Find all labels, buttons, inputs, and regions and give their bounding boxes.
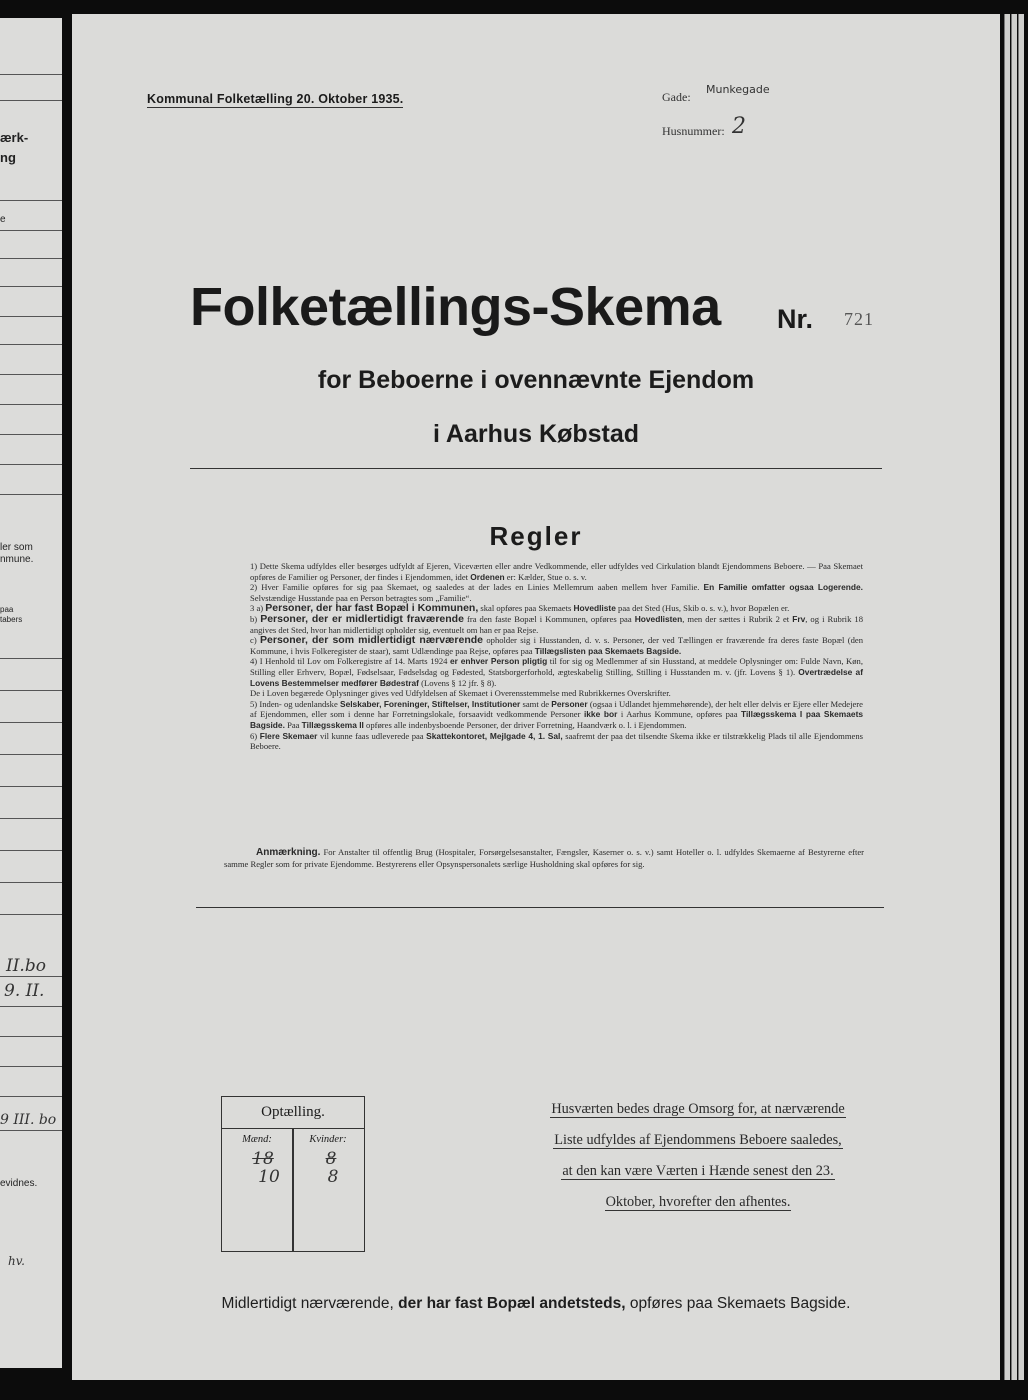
rule-1: 1) Dette Skema udfyldes eller besørges udfyldt af Ejeren, Viceværten eller andre Vedkommende, eller udfyldes ved Cirkulation blandt Ejendommens Beboere. — Paa Skemaet opføres de Familier og Personer, der findes i Ejendommen, idet Ordenen er: Kælder, Stue o. s. v. [250,561,863,582]
page-edge [1011,14,1017,1380]
men-label: Mænd: [242,1134,272,1145]
rule-2: 2) Hver Familie opføres for sig paa Skemaet, og saaledes at der lades en Linies Mellemrum aaben mellem hver Familie. En Familie omfatter ogsaa Logerende. Selvstændige Husstande paa en Person betragtes som „Familie“. [250,582,863,603]
left-page-fragment: evidnes. [0,1178,38,1189]
men-count: 10 [258,1167,280,1187]
left-page-rule [0,658,62,659]
landlord-notice [512,1097,884,1221]
notice-line: Liste udfyldes af Ejendommens Beboere saaledes, [554,1132,842,1148]
left-page-rule [0,1036,62,1037]
rule-4b: De i Loven begærede Oplysninger gives ved Udfyldelsen af Skemaet i Overensstemmelse med Rubrikkernes Overskrifter. [250,688,671,699]
left-page-rule [0,230,62,231]
left-page-rule [0,754,62,755]
left-page-rule [0,464,62,465]
left-page-rule [0,914,62,915]
rule-5: 5) Inden- og udenlandske Selskaber, Foreninger, Stiftelser, Institutioner samt de Personer (ogsaa i Udlandet hjemmehørende), der helt eller delvis er Ejere eller Medejere af Ejendommen, eller som i denne har Forretningslokale, forsaavidt vedkommende Personer ikke bor i Aarhus Kommune, opføres paa Tillægsskema I paa Skemaets Bagside. Paa Tillægsskema II opføres alle indenbysboende Personer, der driver Forretning, Haandværk o. l. i Ejendommen. [250,698,864,730]
left-page-rule [0,344,62,345]
notice-line: Oktober, hvorefter den afhentes. [605,1194,791,1210]
notice-line: Husværten bedes drage Omsorg for, at nærværende [551,1101,845,1117]
left-page-rule [0,200,62,201]
left-page-fragment: ærk- [0,130,29,145]
left-page-rule [0,850,62,851]
house-number-label: Husnummer: [662,124,725,138]
left-page-rule [0,286,62,287]
left-page-rule [0,74,62,75]
left-page-rule [0,690,62,691]
annotation-note [224,847,864,870]
rules-heading: Regler [489,521,583,551]
count-column-divider [292,1128,294,1251]
left-page-handwriting: hv. [8,1254,25,1268]
left-page-rule [0,374,62,375]
page-edge [1018,14,1024,1380]
left-page-rule [0,434,62,435]
left-page-rule [0,1006,62,1007]
annotation-text: For Anstalter til offentlig Brug (Hospitaler, Forsørgelsesanstalter, Fængsler, Kaserner o. s. v.) samt Hoteller o. l. udfyldes Skemaerne af Bestyrerne efter samme Regler som for private Ejendomme. Bestyrerens eller Opsynspersonalets særlige Husholdning skal opføres for sig. [224,847,865,869]
left-page-handwriting: 9. II. [4,981,45,1001]
left-page-rule [0,404,62,405]
left-page-fragment: paa [0,605,14,614]
rule-3c: c) Personer, der som midlertidigt nærværende opholder sig i Husstanden, d. v. s. Personer, der ved Tællingen er fraværende fra deres faste Bopæl (den Kommune, i hvis Folkeregister de staar), samt Udlændinge paa Rejse, opføres paa Tillægslisten paa Skemaets Bagside. [250,634,863,656]
women-count: 8 [327,1167,339,1187]
left-page-rule [0,722,62,723]
form-number-value: 721 [844,309,874,329]
left-page-rule [0,786,62,787]
divider [196,907,884,908]
page-edge [1004,14,1010,1380]
form-subtitle: i Aarhus Købstad [432,420,640,448]
left-facing-page [0,18,62,1368]
rule-6: 6) Flere Skemaer vil kunne faas udleverede paa Skattekontoret, Mejlgade 4, 1. Sal, saafremt der paa det tilsendte Skema ikke er tilstrækkelig Plads til alle Ejendommens Beboere. [250,730,863,752]
form-title: Folketællings-Skema [190,277,721,337]
rule-4: 4) I Henhold til Lov om Folkeregistre af 14. Marts 1924 er enhver Person pligtig til for sig og Medlemmer af sin Husstand, at meddele Oplysninger om: Fulde Navn, Køn, Stilling eller Erhverv, Bopæl, Fødselsaar, Fødselsdag og Fødested, Statsborgerforhold, ægteskabelig Stilling, Stilling i Husstanden m. v. (jfr. Lovens § 1). Overtrædelse af Lovens Bestemmelser medfører Bødestraf (Lovens § 12 jfr. § 8). [250,656,864,688]
street-value: Munkegade [706,83,770,96]
left-page-rule [0,100,62,101]
census-line: Kommunal Folketælling 20. Oktober 1935. [147,92,404,106]
rules-text [220,561,863,752]
form-number-label: Nr. [777,304,814,334]
street-label: Gade: [662,90,691,104]
left-page-handwriting: 9 III. bo [0,1112,57,1128]
left-page-rule [0,976,62,977]
left-page-fragment: ng [0,150,16,165]
left-page-rule [0,494,62,495]
census-form-page [72,14,1000,1380]
left-page-rule [0,882,62,883]
left-page-fragment: ler som [0,542,33,553]
women-count-struck: 8 [325,1149,337,1169]
men-count-struck: 18 [252,1149,274,1169]
left-page-fragment: e [0,214,6,225]
left-page-handwriting: II.bo [6,956,46,976]
page-edges [1002,0,1028,1400]
left-page-rule [0,316,62,317]
left-page-rule [0,1096,62,1097]
house-number-value: 2 [732,114,746,139]
left-page-fragment: nmune. [0,554,34,565]
divider [190,468,882,469]
count-title: Optælling. [222,1097,364,1129]
annotation-label: Anmærkning. [256,847,321,858]
left-page-rule [0,818,62,819]
count-box [221,1096,365,1252]
left-page-rule [0,258,62,259]
notice-line: at den kan være Værten i Hænde senest den 23. [562,1163,834,1179]
form-subtitle: for Beboerne i ovennævnte Ejendom [317,366,755,394]
rule-3a: 3 a) Personer, der har fast Bopæl i Kommunen, skal opføres paa Skemaets Hovedliste paa det Sted (Hus, Skib o. s. v.), hvor Bopælen er. [250,602,790,615]
footer-note: Midlertidigt nærværende, der har fast Bopæl andetsteds, opføres paa Skemaets Bagside. [221,1295,851,1312]
left-page-fragment: tabers [0,615,23,624]
left-page-rule [0,1130,62,1131]
rule-3b: b) Personer, der er midlertidigt fraværende fra den faste Bopæl i Kommunen, opføres paa Hovedlisten, men der sættes i Rubrik 2 et Frv, og i Rubrik 18 angives det Sted, hvor han midlertidigt opholder sig, eventuelt om han er paa Rejse. [250,612,863,635]
left-page-rule [0,1066,62,1067]
women-label: Kvinder: [309,1134,347,1145]
